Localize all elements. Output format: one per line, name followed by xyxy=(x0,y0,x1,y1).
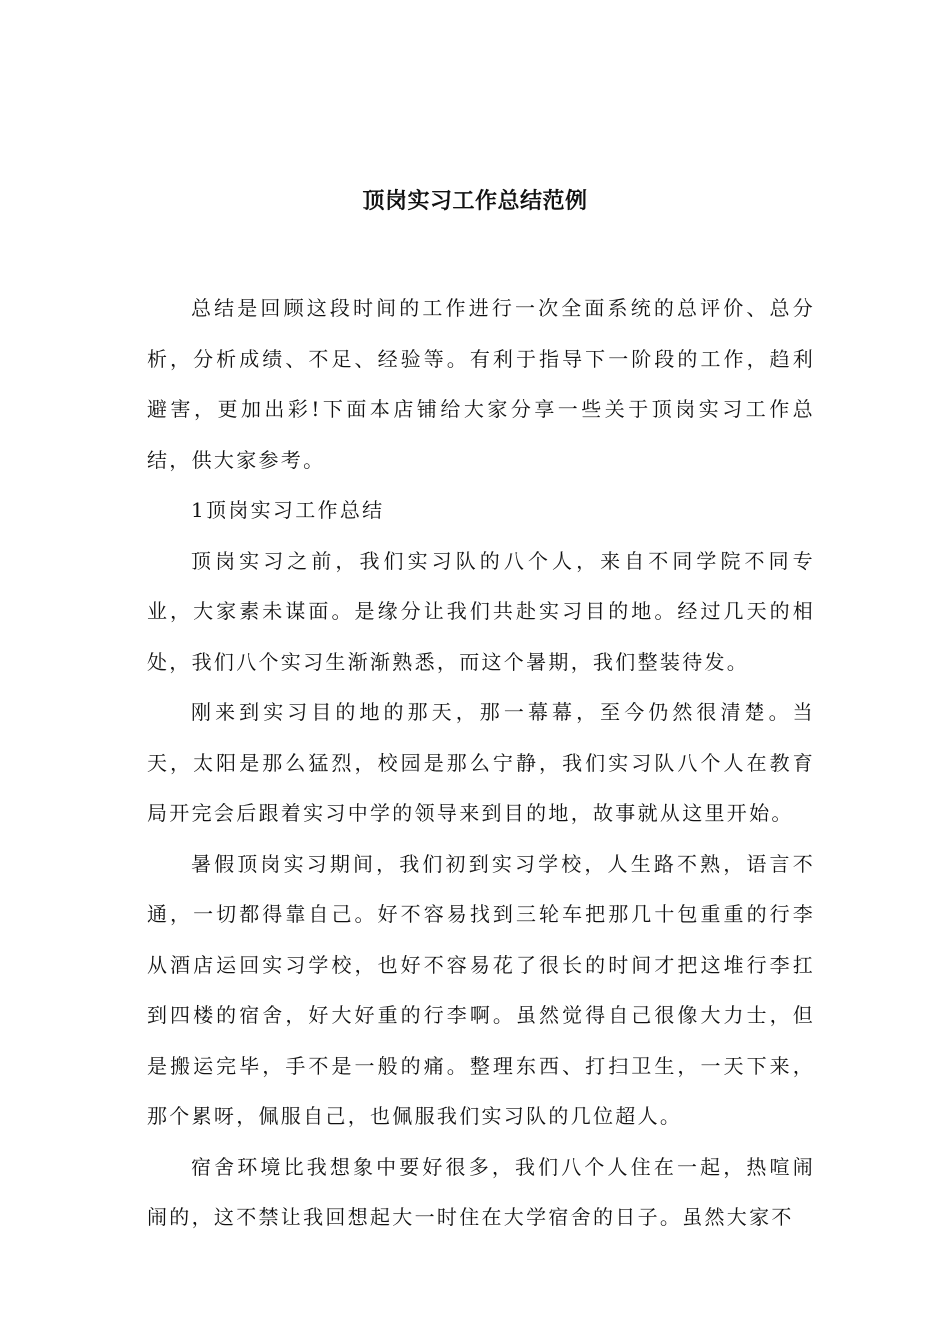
document-title: 顶岗实习工作总结范例 xyxy=(362,188,588,214)
section-heading: 1顶岗实习工作总结 xyxy=(191,498,385,522)
paragraph: 宿舍环境比我想象中要好很多，我们八个人住在一起，热喧闹闹的，这不禁让我回想起大一时住在大学宿舍的日子。虽然大家不 xyxy=(147,1154,815,1229)
paragraph-intro: 总结是回顾这段时间的工作进行一次全面系统的总评价、总分析，分析成绩、不足、经验等。有利于指导下一阶段的工作，趋利避害，更加出彩!下面本店铺给大家分享一些关于顶岗实习工作总结，供大家参考。 xyxy=(147,296,815,472)
document-body xyxy=(147,283,815,1243)
paragraph: 刚来到实习目的地的那天，那一幕幕，至今仍然很清楚。当天，太阳是那么猛烈，校园是那么宁静，我们实习队八个人在教育局开完会后跟着实习中学的领导来到目的地，故事就从这里开始。 xyxy=(147,700,815,825)
paragraph: 暑假顶岗实习期间，我们初到实习学校，人生路不熟，语言不通，一切都得靠自己。好不容易找到三轮车把那几十包重重的行李从酒店运回实习学校，也好不容易花了很长的时间才把这堆行李扛到四楼的宿舍，好大好重的行李啊。虽然觉得自己很像大力士，但是搬运完毕，手不是一般的痛。整理东西、打扫卫生，一天下来，那个累呀，佩服自己，也佩服我们实习队的几位超人。 xyxy=(147,851,815,1128)
paragraph: 顶岗实习之前，我们实习队的八个人，来自不同学院不同专业，大家素未谋面。是缘分让我们共赴实习目的地。经过几天的相处，我们八个实习生渐渐熟悉，而这个暑期，我们整装待发。 xyxy=(147,548,815,674)
